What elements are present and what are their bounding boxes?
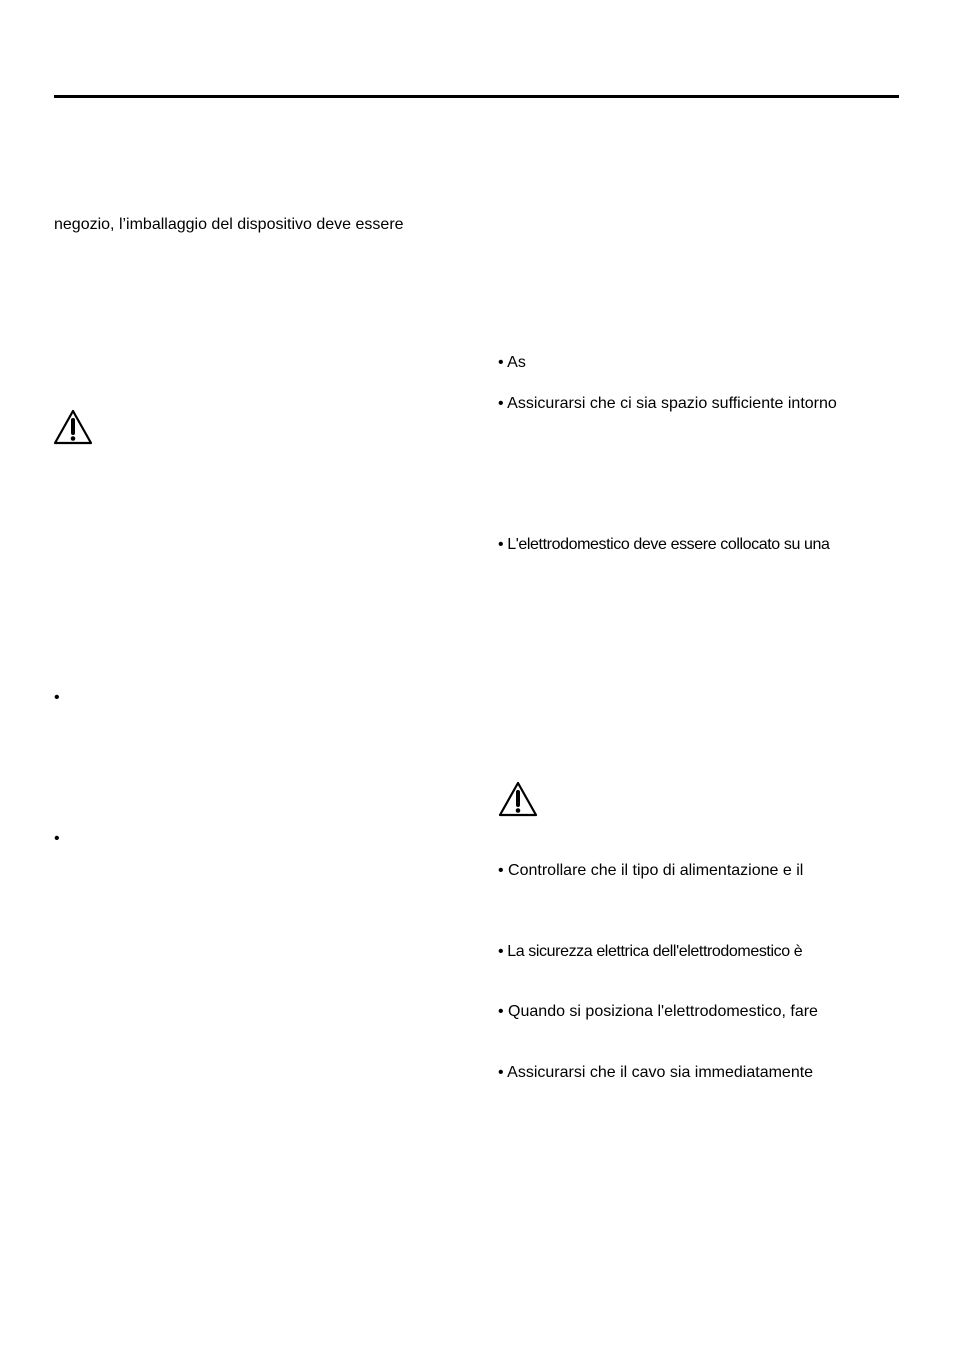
bullet-positioning-text: • Quando si posiziona l'elettrodomestico, fare — [498, 1003, 818, 1020]
bullet-cable-text: • Assicurarsi che il cavo sia immediatamente — [498, 1064, 814, 1081]
bullet-marker: • — [54, 689, 60, 706]
warning-icon — [498, 781, 538, 817]
intro-text-line: negozio, l’imballaggio del dispositivo deve essere — [54, 216, 404, 233]
bullet-safety-text: • La sicurezza elettrica dell'elettrodomestico è — [498, 943, 803, 960]
bullet-marker: • — [54, 830, 60, 847]
header-rule — [54, 95, 899, 98]
bullet-space-text: • Assicurarsi che ci sia spazio sufficiente intorno — [498, 395, 837, 412]
bullet-power-text: • Controllare che il tipo di alimentazione e il — [498, 862, 804, 879]
bullet-placement-text: • L'elettrodomestico deve essere collocato su una — [498, 536, 830, 553]
bullet-as-text: • As — [498, 354, 526, 371]
warning-icon — [53, 409, 93, 445]
